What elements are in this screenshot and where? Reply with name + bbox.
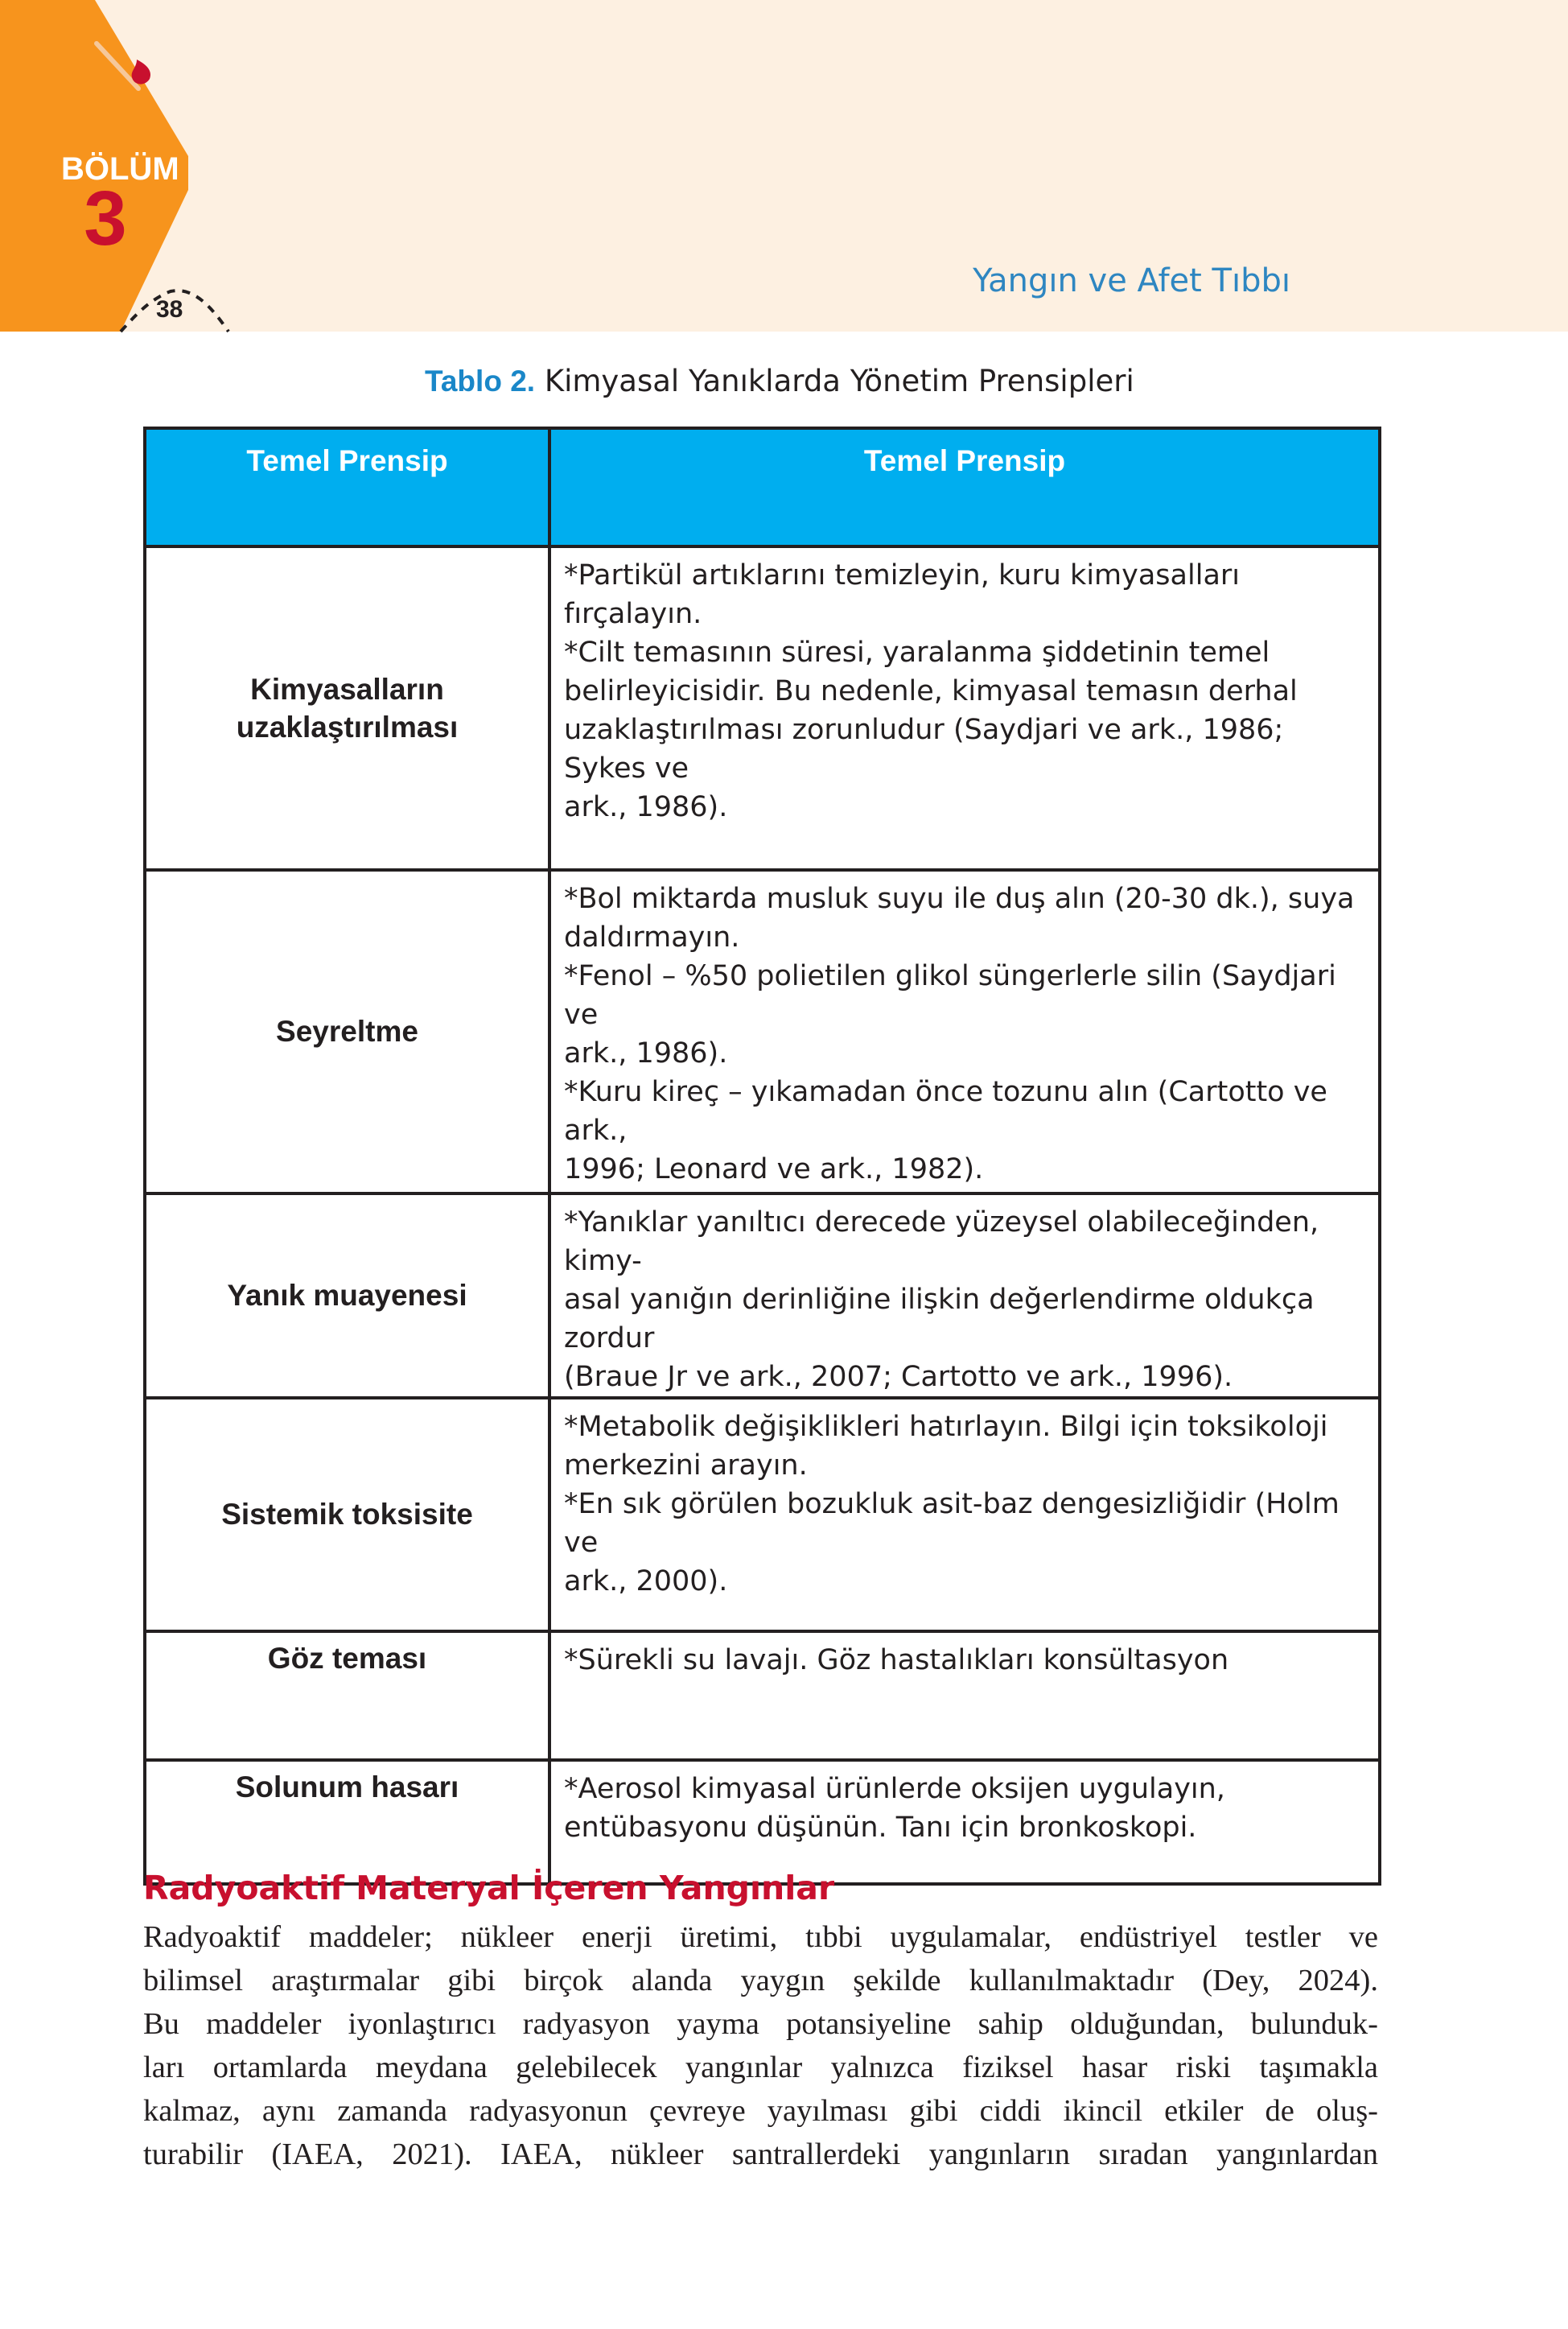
detail-line: belirleyicisidir. Bu nedenle, kimyasal temasın derhal — [564, 675, 1298, 707]
principle-label: Solunum hasarı — [235, 1770, 459, 1803]
body-line: Radyoaktif maddeler; nükleer enerji üretimi, tıbbi uygulamalar, endüstriyel testler ve — [143, 1920, 1378, 1954]
detail-line: *En sık görülen bozukluk asit-baz dengesizliğidir (Holm ve — [564, 1488, 1340, 1559]
chapter-number: 3 — [84, 175, 127, 262]
detail-line: (Braue Jr ve ark., 2007; Cartotto ve ark., 1996). — [564, 1361, 1233, 1393]
detail-line: *Yanıklar yanıltıcı derecede yüzeysel olabileceğinden, kimy- — [564, 1206, 1319, 1277]
detail-cell — [549, 1760, 1380, 1884]
table-caption-text: Kimyasal Yanıklarda Yönetim Prensipleri — [535, 364, 1134, 398]
detail-cell — [549, 870, 1380, 1193]
principle-cell — [145, 1193, 549, 1398]
detail-line: 1996; Leonard ve ark., 1982). — [564, 1153, 984, 1185]
detail-line: asal yanığın derinliğine ilişkin değerlendirme oldukça zordur — [564, 1284, 1315, 1354]
table-row — [145, 1760, 1380, 1884]
body-paragraph — [143, 1915, 1378, 2176]
principle-cell — [145, 1631, 549, 1760]
table-caption — [425, 364, 1134, 398]
chapter-word: BÖLÜM — [61, 151, 179, 187]
detail-line: *Fenol – %50 polietilen glikol süngerlerle silin (Saydjari ve — [564, 960, 1336, 1031]
body-line: ları ortamlarda meydana gelebilecek yangınlar yalnızca fiziksel hasar riski taşımakla — [143, 2051, 1378, 2084]
body-line: bilimsel araştırmalar gibi birçok alanda yaygın şekilde kullanılmaktadır (Dey, 2024). — [143, 1964, 1378, 1997]
principle-cell — [145, 870, 549, 1193]
detail-line: *Partikül artıklarını temizleyin, kuru kimyasalları fırçalayın. — [564, 559, 1240, 630]
detail-line: *Sürekli su lavajı. Göz hastalıkları konsültasyon — [564, 1644, 1229, 1676]
detail-line: ark., 1986). — [564, 791, 728, 823]
detail-line: *Aerosol kimyasal ürünlerde oksijen uygulayın, — [564, 1773, 1225, 1805]
detail-line: *Bol miktarda musluk suyu ile duş alın (20-30 dk.), suya — [564, 883, 1355, 915]
principle-cell — [145, 1760, 549, 1884]
principle-cell — [145, 1398, 549, 1631]
detail-cell — [549, 546, 1380, 870]
table-row — [145, 546, 1380, 870]
principle-label: Sistemik toksisite — [221, 1498, 473, 1531]
table-row — [145, 1398, 1380, 1631]
body-line: kalmaz, aynı zamanda radyasyonun çevreye yayılması gibi ciddi ikincil etkiler de oluş- — [143, 2094, 1378, 2128]
table-row — [145, 1631, 1380, 1760]
management-table — [143, 427, 1381, 1886]
principle-label: Seyreltme — [276, 1015, 418, 1049]
flame-icon — [132, 60, 150, 85]
detail-line: entübasyonu düşünün. Tanı için bronkoskopi. — [564, 1812, 1197, 1844]
detail-line: ark., 2000). — [564, 1565, 728, 1597]
table-header-cell: Temel Prensip — [145, 428, 549, 546]
detail-cell — [549, 1631, 1380, 1760]
principle-label: Kimyasalların — [250, 672, 444, 706]
table-row — [145, 870, 1380, 1193]
table-header-cell: Temel Prensip — [549, 428, 1380, 546]
detail-cell — [549, 1193, 1380, 1398]
detail-line: daldırmayın. — [564, 921, 740, 954]
detail-line: *Metabolik değişiklikleri hatırlayın. Bilgi için toksikoloji — [564, 1411, 1328, 1443]
principle-label: uzaklaştırılması — [236, 711, 459, 744]
detail-line: *Kuru kireç – yıkamadan önce tozunu alın (Cartotto ve ark., — [564, 1076, 1327, 1147]
page-number: 38 — [156, 296, 183, 323]
detail-line: *Cilt temasının süresi, yaralanma şiddetinin temel — [564, 637, 1270, 669]
detail-line: uzaklaştırılması zorunludur (Saydjari ve ark., 1986; Sykes ve — [564, 714, 1284, 785]
body-line: turabilir (IAEA, 2021). IAEA, nükleer santrallerdeki yangınların sıradan yangınlardan — [143, 2137, 1378, 2171]
detail-cell — [549, 1398, 1380, 1631]
principle-cell — [145, 546, 549, 870]
table-row — [145, 1193, 1380, 1398]
principle-label: Göz teması — [267, 1642, 427, 1675]
principle-label: Yanık muayenesi — [227, 1279, 467, 1313]
detail-line: merkezini arayın. — [564, 1449, 808, 1482]
detail-line: ark., 1986). — [564, 1037, 728, 1070]
running-title: Yangın ve Afet Tıbbı — [973, 262, 1290, 299]
section-heading: Radyoaktif Materyal İçeren Yangınlar — [143, 1869, 835, 1907]
table-caption-label: Tablo 2. — [425, 365, 536, 398]
table-header-row — [145, 428, 1380, 546]
body-line: Bu maddeler iyonlaştırıcı radyasyon yayma potansiyeline sahip olduğundan, bulunduk- — [143, 2007, 1378, 2041]
